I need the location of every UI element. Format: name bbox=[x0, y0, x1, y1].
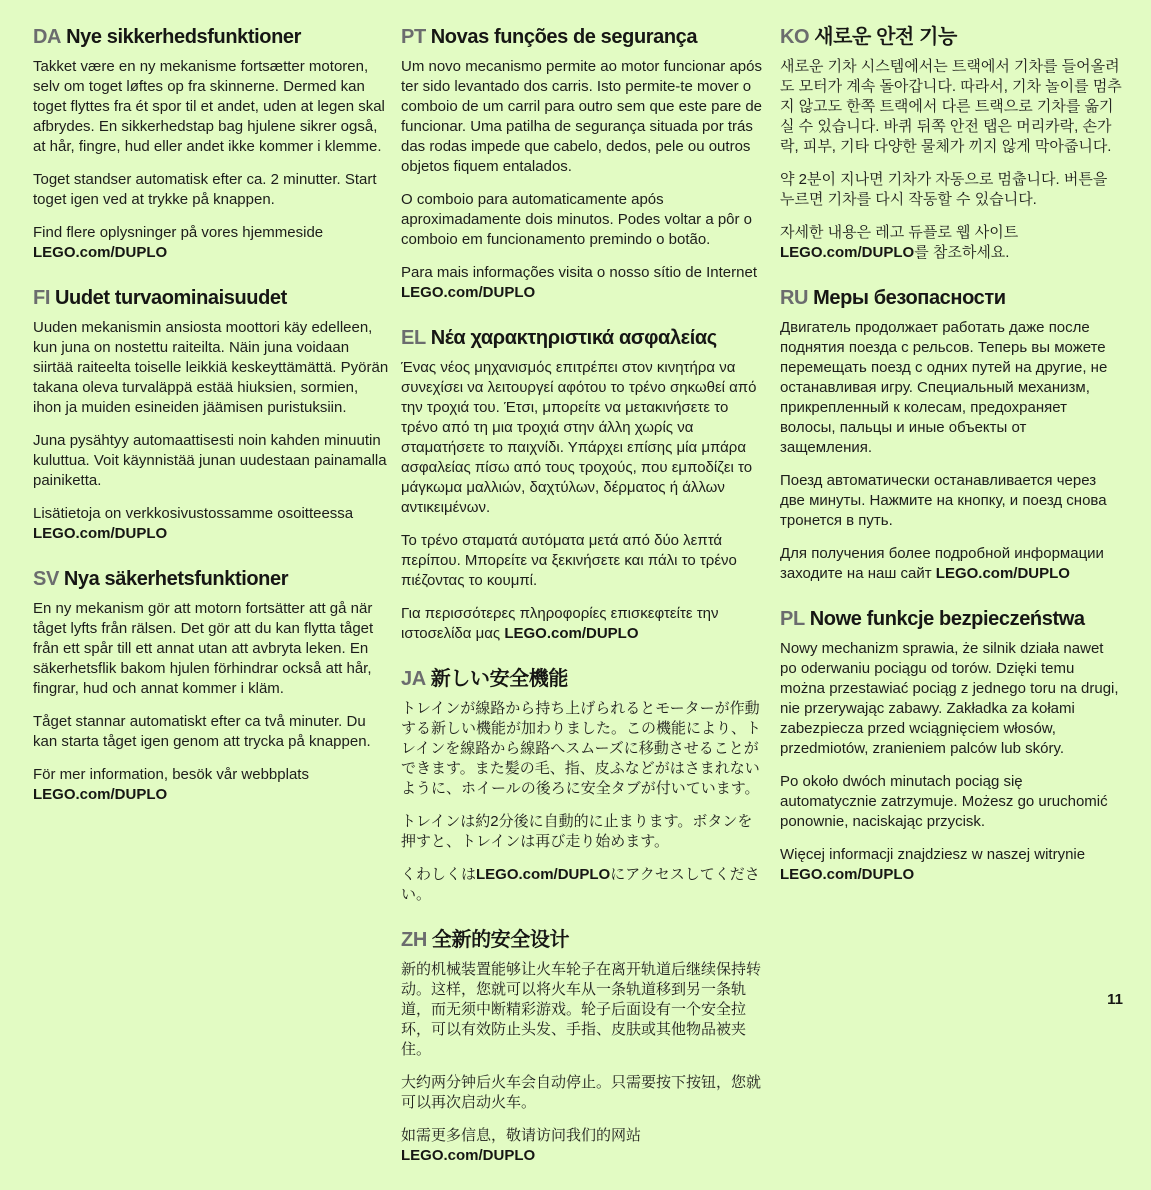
paragraph bbox=[401, 57, 765, 177]
lego-url-text: LEGO.com/DUPLO bbox=[401, 1147, 536, 1164]
section-heading-text: Novas funções de segurança bbox=[430, 26, 698, 48]
language-section bbox=[401, 929, 765, 1166]
section-heading bbox=[401, 668, 765, 691]
lego-url-text: LEGO.com/DUPLO bbox=[780, 866, 915, 883]
column-middle bbox=[401, 26, 765, 1190]
section-heading bbox=[780, 26, 1122, 49]
text-segment: Για περισσότερες πληροφορίες επισκεφτείτε την ιστοσελίδα μας bbox=[401, 605, 719, 642]
paragraph bbox=[780, 845, 1122, 885]
paragraph bbox=[401, 263, 765, 303]
language-section bbox=[33, 26, 389, 263]
paragraph bbox=[33, 57, 389, 157]
paragraph bbox=[401, 358, 765, 518]
language-code-label: SV bbox=[33, 568, 59, 590]
lego-url-text: LEGO.com/DUPLO bbox=[33, 244, 168, 261]
lego-url-text: LEGO.com/DUPLO bbox=[33, 786, 168, 803]
text-segment: Ένας νέος μηχανισμός επιτρέπει στον κινητήρα να συνεχίσει να λειτουργεί αφότου το τρένο σηκωθεί από την τροχιά του. Έτσι, μπορείτε να μετακινήσετε το τρένο από τη μια τροχιά στην άλλη χωρίς να σταματήσετε το παιχνίδι. Υπάρχει επίσης μία μπάρα ασφαλείας πίσω από τους τροχούς, που εμποδίζει το μάγκωμα μαλλιών, δαχτύλων, δέρματος ή άλλων αντικειμένων. bbox=[401, 359, 757, 516]
lego-url-text: LEGO.com/DUPLO bbox=[780, 244, 915, 261]
text-segment: くわしくは bbox=[401, 866, 477, 883]
text-segment: För mer information, besök vår webbplats bbox=[33, 766, 309, 783]
paragraph bbox=[401, 190, 765, 250]
text-segment: Um novo mecanismo permite ao motor funcionar após ter sido levantado dos carris. Isto permite-te mover o comboio de um carril para outro sem que este pare de funcionar. Uma patilha de segurança situada por trás das rodas impede que cabelo, dedos, pele ou outros objetos fiquem entalados. bbox=[401, 58, 763, 175]
paragraph bbox=[780, 544, 1122, 584]
text-segment: Tåget stannar automatiskt efter ca två minuter. Du kan starta tåget igen genom att trycka på knappen. bbox=[33, 713, 371, 750]
paragraph bbox=[401, 812, 765, 852]
language-section bbox=[401, 327, 765, 644]
section-body bbox=[780, 318, 1122, 584]
language-section bbox=[780, 26, 1122, 263]
page-number: 11 bbox=[1107, 991, 1123, 1008]
language-code-label: DA bbox=[33, 26, 62, 48]
section-heading bbox=[401, 26, 765, 49]
text-segment: にアクセスしてください。 bbox=[401, 866, 760, 903]
language-section bbox=[401, 26, 765, 303]
paragraph bbox=[780, 170, 1122, 210]
text-segment: Juna pysähtyy automaattisesti noin kahden minuutin kuluttua. Voit käynnistää junan uudestaan painamalla painiketta. bbox=[33, 432, 387, 489]
paragraph bbox=[33, 504, 389, 544]
text-segment: 如需更多信息，敬请访问我们的网站 bbox=[401, 1127, 642, 1144]
section-heading bbox=[33, 568, 389, 591]
section-body bbox=[401, 358, 765, 644]
section-heading bbox=[780, 608, 1122, 631]
language-code-label: KO bbox=[780, 26, 810, 48]
text-segment: 새로운 기차 시스템에서는 트랙에서 기차를 들어올려도 모터가 계속 돌아갑니다. 따라서, 기차 놀이를 멈추지 않고도 한쪽 트랙에서 다른 트랙으로 기차를 옮기실 수 있습니다. 바퀴 뒤쪽 안전 탭은 머리카락, 손가락, 피부, 기타 다양한 물체가 끼지 않게 막아줍니다. bbox=[780, 58, 1122, 155]
section-heading bbox=[401, 929, 765, 952]
section-body bbox=[401, 57, 765, 303]
language-code-label: FI bbox=[33, 287, 50, 309]
text-segment: Το τρένο σταματά αυτόματα μετά από δύο λεπτά περίπου. Μπορείτε να ξεκινήσετε και πάλι το τρένο πιέζοντας το κουμπί. bbox=[401, 532, 737, 589]
paragraph bbox=[401, 865, 765, 905]
section-body bbox=[401, 699, 765, 905]
section-heading-text: 새로운 안전 기능 bbox=[814, 26, 957, 48]
text-segment: トレインが線路から持ち上げられるとモーターが作動する新しい機能が加わりました。この機能により、トレインを線路から線路へスムーズに移動させることができます。また髪の毛、指、皮ふなどがはさまれないように、ホイールの後ろに安全タブが付いています。 bbox=[401, 700, 762, 797]
text-segment: Toget standser automatisk efter ca. 2 minutter. Start toget igen ved at trykke på knappen. bbox=[33, 171, 377, 208]
section-heading-text: Νέα χαρακτηριστικά ασφαλείας bbox=[430, 327, 717, 349]
section-heading-text: 全新的安全设计 bbox=[431, 929, 570, 951]
text-segment: Po około dwóch minutach pociąg się automatycznie zatrzymuje. Możesz go uruchomić ponownie, naciskając przycisk. bbox=[780, 773, 1108, 830]
text-segment: Двигатель продолжает работать даже после поднятия поезда с рельсов. Теперь вы можете перемещать поезд с одних путей на другие, не останавливая игру. Специальный механизм, прикрепленный к колесам, предохраняет волосы, пальцы и иные объекты от защемления. bbox=[780, 319, 1108, 456]
language-code-label: EL bbox=[401, 327, 426, 349]
language-section bbox=[401, 668, 765, 905]
paragraph bbox=[33, 223, 389, 263]
section-body bbox=[780, 639, 1122, 885]
paragraph bbox=[33, 712, 389, 752]
column-right bbox=[780, 26, 1122, 909]
section-body bbox=[33, 599, 389, 805]
paragraph bbox=[401, 1073, 765, 1113]
text-segment: Uuden mekanismin ansiosta moottori käy edelleen, kun juna on nostettu raiteilta. Näin juna voidaan siirtää raiteelta toiselle leikkiä keskeyttämättä. Pyörän takana oleva turvaläppä estää hiuksien, sormien, ihon ja muiden esineiden jäämisen puristuksiin. bbox=[33, 319, 389, 416]
section-heading bbox=[780, 287, 1122, 310]
paragraph bbox=[780, 471, 1122, 531]
section-heading-text: Nye sikkerhedsfunktioner bbox=[66, 26, 302, 48]
language-code-label: ZH bbox=[401, 929, 427, 951]
paragraph bbox=[401, 699, 765, 799]
text-segment: 자세한 내용은 레고 듀플로 웹 사이트 bbox=[780, 224, 1019, 241]
column-left bbox=[33, 26, 389, 829]
section-heading-text: Nya säkerhetsfunktioner bbox=[63, 568, 289, 590]
text-segment: Find flere oplysninger på vores hjemmeside bbox=[33, 224, 324, 241]
paragraph bbox=[780, 772, 1122, 832]
language-code-label: RU bbox=[780, 287, 809, 309]
language-code-label: PL bbox=[780, 608, 805, 630]
paragraph bbox=[780, 223, 1122, 263]
text-segment: Lisätietoja on verkkosivustossamme osoitteessa bbox=[33, 505, 354, 522]
lego-url-text: LEGO.com/DUPLO bbox=[401, 284, 536, 301]
paragraph bbox=[33, 599, 389, 699]
text-segment: 新的机械装置能够让火车轮子在离开轨道后继续保持转动。这样，您就可以将火车从一条轨道移到另一条轨道，而无须中断精彩游戏。轮子后面设有一个安全拉环，可以有效防止头发、手指、皮肤或其他物品被夹住。 bbox=[401, 961, 762, 1058]
text-segment: Para mais informações visita o nosso sítio de Internet bbox=[401, 264, 758, 281]
language-section bbox=[33, 568, 389, 805]
text-segment: Nowy mechanizm sprawia, że silnik działa nawet po oderwaniu pociągu od torów. Dzięki temu można przestawiać pociąg z jednego toru na drugi, nie przerywając zabawy. Zakładka za kołami zabezpiecza przed wciągnięciem włosów, przedmiotów, zranieniem palców lub skóry. bbox=[780, 640, 1119, 757]
paragraph bbox=[401, 531, 765, 591]
section-heading-text: Nowe funkcje bezpieczeństwa bbox=[809, 608, 1085, 630]
lego-url-text: LEGO.com/DUPLO bbox=[33, 525, 168, 542]
section-heading-text: Меры безопасности bbox=[813, 287, 1006, 309]
lego-url-text: LEGO.com/DUPLO bbox=[935, 565, 1070, 582]
text-segment: O comboio para automaticamente após aproximadamente dois minutos. Podes voltar a pôr o comboio em funcionamento premindo o botão. bbox=[401, 191, 753, 248]
language-code-label: JA bbox=[401, 668, 426, 690]
paragraph bbox=[33, 318, 389, 418]
section-heading-text: Uudet turvaominaisuudet bbox=[54, 287, 287, 309]
section-body bbox=[33, 57, 389, 263]
language-section bbox=[780, 608, 1122, 885]
paragraph bbox=[780, 318, 1122, 458]
text-segment: Takket være en ny mekanisme fortsætter motoren, selv om toget løftes op fra skinnerne. Dermed kan toget flyttes fra ét spor til et andet, uden at legen skal afbrydes. En sikkerhedstap bag hjulene sikrer også, at hår, fingre, hud eller andet ikke kommer i klemme. bbox=[33, 58, 385, 155]
lego-url-text: LEGO.com/DUPLO bbox=[504, 625, 639, 642]
text-segment: En ny mekanism gör att motorn fortsätter att gå när tåget lyfts från rälsen. Det gör att du kan flytta tåget från ett spår till ett annat utan att avbryta leken. En säkerhetsflik bakom hjulen förhindrar också att hår, fingrar, hud och annat kommer i kläm. bbox=[33, 600, 374, 697]
paragraph bbox=[33, 765, 389, 805]
language-code-label: PT bbox=[401, 26, 426, 48]
paragraph bbox=[33, 431, 389, 491]
paragraph bbox=[401, 960, 765, 1060]
language-section bbox=[780, 287, 1122, 584]
lego-url-text: LEGO.com/DUPLO bbox=[476, 866, 611, 883]
text-segment: トレインは約2分後に自動的に止まります。ボタンを押すと、トレインは再び走り始めます。 bbox=[401, 813, 753, 850]
section-body bbox=[780, 57, 1122, 263]
paragraph bbox=[780, 57, 1122, 157]
paragraph bbox=[33, 170, 389, 210]
text-segment: 大约两分钟后火车会自动停止。只需要按下按钮，您就可以再次启动火车。 bbox=[401, 1074, 762, 1111]
section-heading bbox=[33, 287, 389, 310]
section-heading bbox=[33, 26, 389, 49]
section-body bbox=[401, 960, 765, 1166]
paragraph bbox=[401, 1126, 765, 1166]
paragraph bbox=[780, 639, 1122, 759]
text-segment: 약 2분이 지나면 기차가 자동으로 멈춥니다. 버튼을 누르면 기차를 다시 작동할 수 있습니다. bbox=[780, 171, 1108, 208]
paragraph bbox=[401, 604, 765, 644]
text-segment: Для получения более подробной информации заходите на наш сайт bbox=[780, 545, 1104, 582]
section-heading-text: 新しい安全機能 bbox=[430, 668, 568, 690]
language-section bbox=[33, 287, 389, 544]
text-segment: Więcej informacji znajdziesz w naszej witrynie bbox=[780, 846, 1086, 863]
text-segment: Поезд автоматически останавливается через две минуты. Нажмите на кнопку, и поезд снова тронется в путь. bbox=[780, 472, 1107, 529]
section-body bbox=[33, 318, 389, 544]
text-segment: 를 참조하세요. bbox=[914, 244, 1010, 261]
section-heading bbox=[401, 327, 765, 350]
